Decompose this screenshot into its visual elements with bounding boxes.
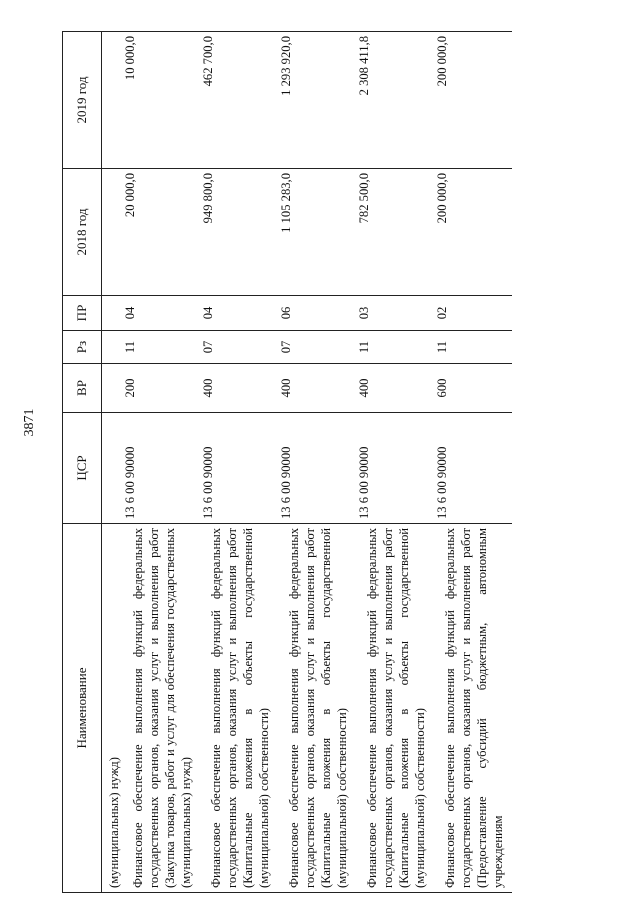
row-2019: 10 000,0 bbox=[122, 32, 200, 169]
table-row bbox=[122, 32, 200, 893]
table-row bbox=[356, 32, 434, 893]
row-name: Финансовое обеспечение выполнения функций федеральных государственных органов, оказания услуг и выполнения работ (Предоставление субсидий бюджетным, автономным учреждениям bbox=[434, 524, 512, 893]
row-2018: 1 105 283,0 bbox=[278, 169, 356, 296]
header-pr: ПР bbox=[63, 296, 102, 331]
table-row bbox=[200, 32, 278, 893]
row-2019: 200 000,0 bbox=[434, 32, 512, 169]
row-vr: 600 bbox=[434, 364, 512, 413]
row-name: Финансовое обеспечение выполнения функций федеральных государственных органов, оказания услуг и выполнения работ (Капитальные вложения в объекты государственной (муниципальной) собственности) bbox=[200, 524, 278, 893]
row-2019: 1 293 920,0 bbox=[278, 32, 356, 169]
row-csr: 13 6 00 90000 bbox=[356, 413, 434, 524]
page-number: 3871 bbox=[22, 408, 37, 437]
header-rz: Рз bbox=[63, 331, 102, 364]
header-2019: 2019 год bbox=[63, 32, 102, 169]
row-rz: 07 bbox=[278, 331, 356, 364]
budget-table bbox=[62, 31, 512, 893]
row-name: Финансовое обеспечение выполнения функций федеральных государственных органов, оказания услуг и выполнения работ (Капитальные вложения в объекты государственной (муниципальной) собственности) bbox=[356, 524, 434, 893]
row-2018: 20 000,0 bbox=[122, 169, 200, 296]
row-2018: 949 800,0 bbox=[200, 169, 278, 296]
row-vr: 400 bbox=[356, 364, 434, 413]
header-2018: 2018 год bbox=[63, 169, 102, 296]
row-vr: 200 bbox=[122, 364, 200, 413]
row-2018: 200 000,0 bbox=[434, 169, 512, 296]
row-csr: 13 6 00 90000 bbox=[122, 413, 200, 524]
continuation-text: (муниципальных) нужд) bbox=[102, 524, 123, 893]
continuation-row bbox=[102, 32, 123, 893]
row-vr: 400 bbox=[278, 364, 356, 413]
row-name: Финансовое обеспечение выполнения функций федеральных государственных органов, оказания услуг и выполнения работ (Закупка товаров, работ и услуг для обеспечения государственных (муниципальных) нужд) bbox=[122, 524, 200, 893]
header-csr: ЦСР bbox=[63, 413, 102, 524]
row-csr: 13 6 00 90000 bbox=[200, 413, 278, 524]
row-csr: 13 6 00 90000 bbox=[434, 413, 512, 524]
row-name: Финансовое обеспечение выполнения функций федеральных государственных органов, оказания услуг и выполнения работ (Капитальные вложения в объекты государственной (муниципальной) собственности) bbox=[278, 524, 356, 893]
row-pr: 02 bbox=[434, 296, 512, 331]
row-pr: 04 bbox=[122, 296, 200, 331]
table-header-row bbox=[63, 32, 102, 893]
row-rz: 11 bbox=[434, 331, 512, 364]
table-row bbox=[278, 32, 356, 893]
row-pr: 03 bbox=[356, 296, 434, 331]
header-vr: ВР bbox=[63, 364, 102, 413]
header-name: Наименование bbox=[63, 524, 102, 893]
row-2019: 2 308 411,8 bbox=[356, 32, 434, 169]
row-2019: 462 700,0 bbox=[200, 32, 278, 169]
row-pr: 04 bbox=[200, 296, 278, 331]
row-pr: 06 bbox=[278, 296, 356, 331]
table-row bbox=[434, 32, 512, 893]
row-rz: 11 bbox=[122, 331, 200, 364]
row-vr: 400 bbox=[200, 364, 278, 413]
row-rz: 11 bbox=[356, 331, 434, 364]
row-2018: 782 500,0 bbox=[356, 169, 434, 296]
row-csr: 13 6 00 90000 bbox=[278, 413, 356, 524]
row-rz: 07 bbox=[200, 331, 278, 364]
